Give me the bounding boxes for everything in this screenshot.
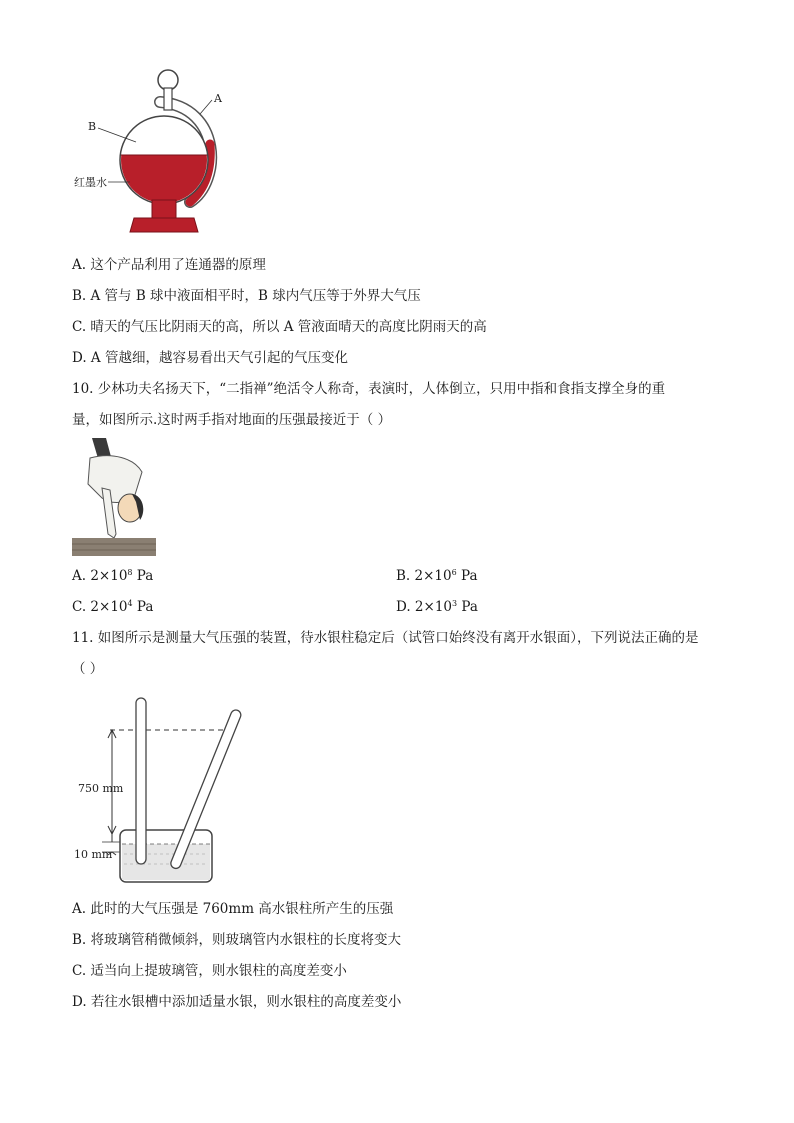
label-10mm: 10 mm <box>74 848 113 861</box>
handstand-drawing <box>72 438 156 556</box>
label-750mm: 750 mm <box>78 782 124 795</box>
q11-stem-line2: （ ） <box>72 661 104 677</box>
q11-option-c: C. 适当向上提玻璃管，则水银柱的高度差变小 <box>72 963 347 979</box>
q10-option-a: A. $2\times 10^8$ Pa <box>72 568 154 584</box>
q10-option-c: C. $2\times 10^4$ Pa <box>72 599 154 615</box>
mercury-barometer-figure <box>72 692 252 892</box>
q10-stem-line1: 10. 少林功夫名扬天下，“二指禅”绝活令人称奇，表演时，人体倒立，只用中指和食指支撑全身的重 <box>72 381 666 397</box>
barometer-drawing <box>72 62 252 242</box>
q9-option-b: B. A 管与 B 球中液面相平时，B 球内气压等于外界大气压 <box>72 288 421 304</box>
q11-stem-line1: 11. 如图所示是测量大气压强的装置，待水银柱稳定后（试管口始终没有离开水银面），下列说法正确的是 <box>72 630 699 646</box>
q10-option-d: D. $2\times 10^3$ Pa <box>396 599 478 615</box>
label-red-ink: 红墨水 <box>74 176 107 189</box>
q10-option-b: B. $2\times 10^6$ Pa <box>396 568 478 584</box>
q9-option-d: D. A 管越细，越容易看出天气引起的气压变化 <box>72 350 348 366</box>
q9-option-c: C. 晴天的气压比阴雨天的高，所以 A 管液面晴天的高度比阴雨天的高 <box>72 319 487 335</box>
q11-option-d: D. 若往水银槽中添加适量水银，则水银柱的高度差变小 <box>72 994 402 1010</box>
q11-option-b: B. 将玻璃管稍微倾斜，则玻璃管内水银柱的长度将变大 <box>72 932 402 948</box>
label-a: A <box>214 92 222 105</box>
handstand-figure <box>72 438 156 556</box>
mercury-barometer-drawing <box>72 692 252 892</box>
q10-stem-line2: 量，如图所示.这时两手指对地面的压强最接近于（ ） <box>72 412 392 428</box>
label-b: B <box>88 120 97 133</box>
q9-option-a: A. 这个产品利用了连通器的原理 <box>72 257 266 273</box>
q11-option-a: A. 此时的大气压强是 760mm 高水银柱所产生的压强 <box>72 901 394 917</box>
barometer-figure <box>72 62 252 242</box>
